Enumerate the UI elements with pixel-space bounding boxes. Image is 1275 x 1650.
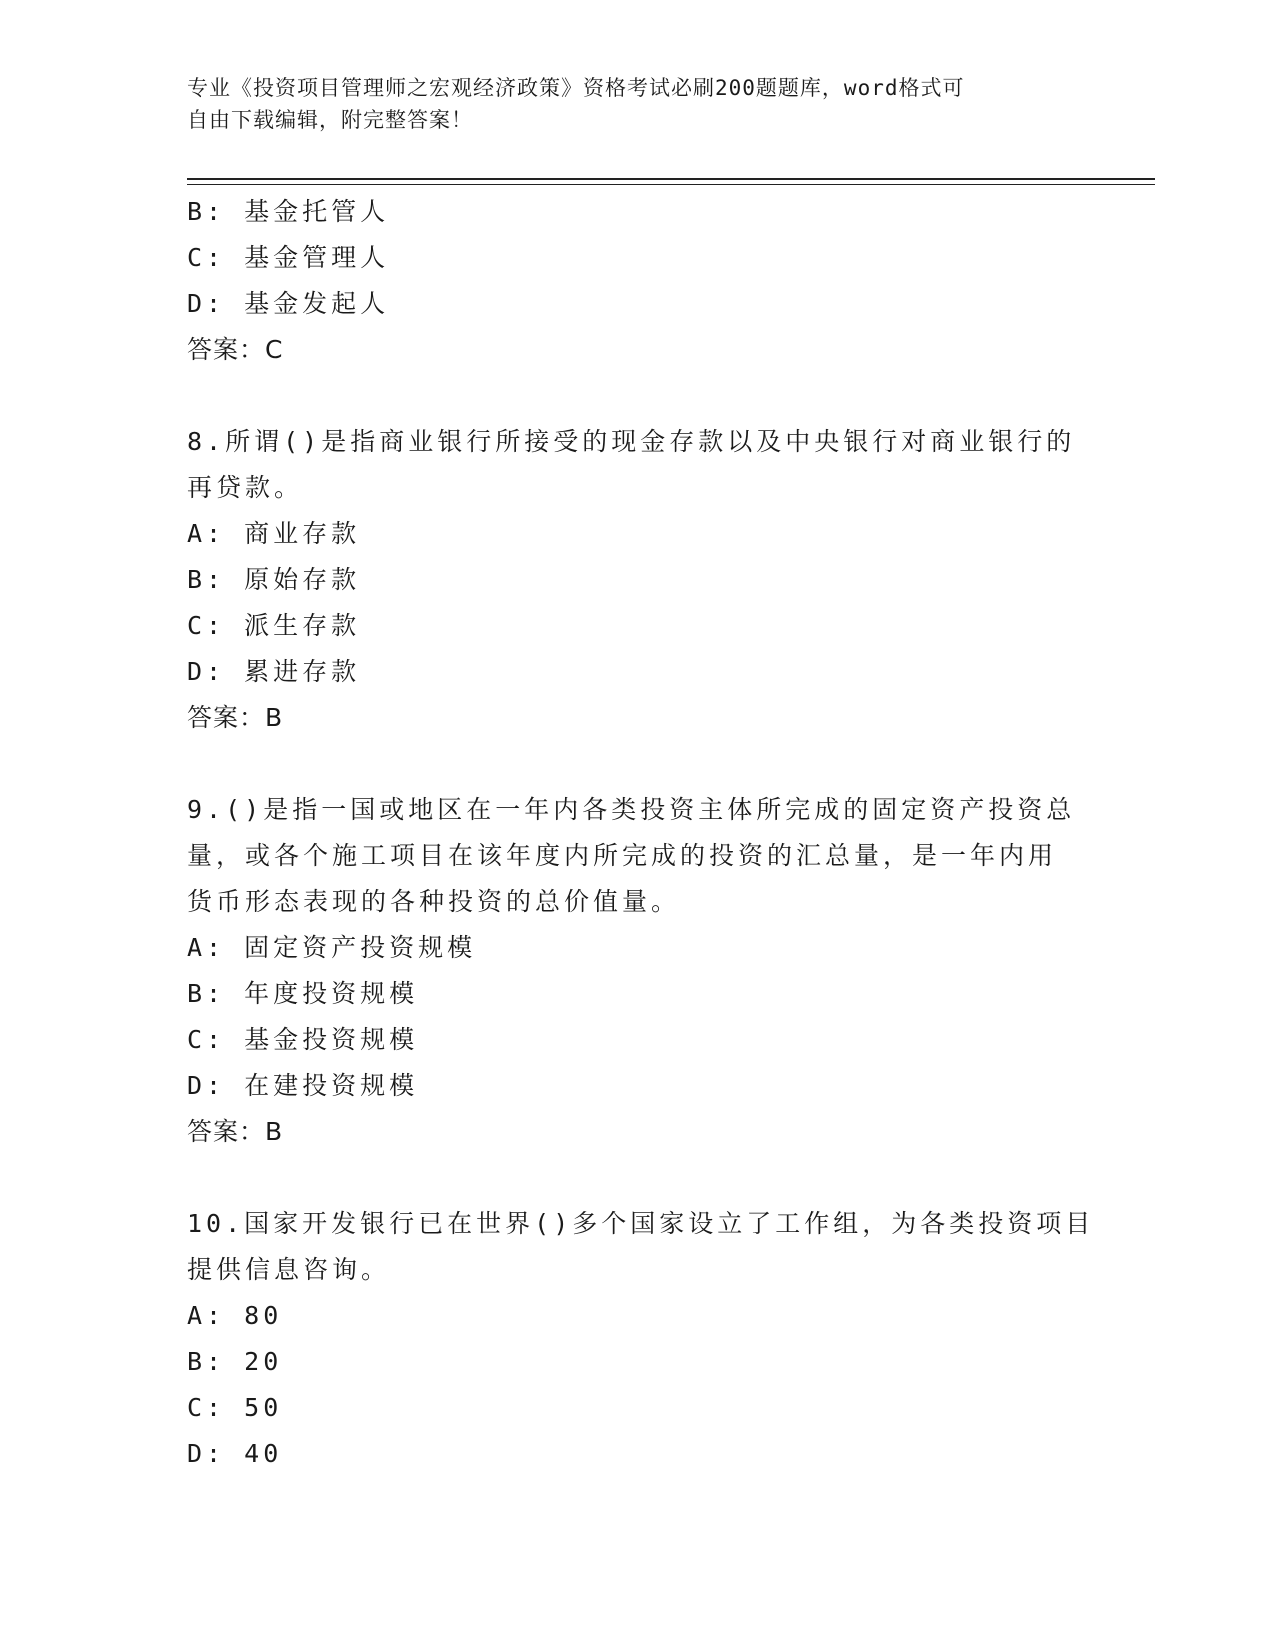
document-header: [187, 72, 1067, 136]
header-divider-thin: [187, 184, 1155, 185]
option-b: B: 年度投资规模: [187, 979, 419, 1008]
option-c: C: 基金投资规模: [187, 1025, 419, 1054]
option-d: D: 40: [187, 1439, 283, 1468]
answer-line: 答案：B: [187, 1117, 284, 1146]
option-c: C: 基金管理人: [187, 243, 390, 272]
header-line-2: 自由下载编辑，附完整答案！: [187, 108, 473, 132]
spacer: [187, 1155, 1087, 1201]
question-list: [187, 189, 1095, 1477]
option-b: B: 基金托管人: [187, 197, 390, 226]
question-text-line: 量，或各个施工项目在该年度内所完成的投资的汇总量，是一年内用: [187, 841, 1058, 870]
option-c: C: 50: [187, 1393, 283, 1422]
option-d: D: 在建投资规模: [187, 1071, 419, 1100]
question-9-block: [187, 787, 1087, 1155]
option-b: B: 20: [187, 1347, 283, 1376]
spacer: [187, 373, 1087, 419]
option-d: D: 基金发起人: [187, 289, 390, 318]
question-text-line: 10.国家开发银行已在世界()多个国家设立了工作组，为各类投资项目: [187, 1209, 1095, 1238]
option-c: C: 派生存款: [187, 611, 361, 640]
question-text-line: 货币形态表现的各种投资的总价值量。: [187, 887, 681, 916]
spacer: [187, 741, 1087, 787]
question-text-line: 8.所谓()是指商业银行所接受的现金存款以及中央银行对商业银行的: [187, 427, 1076, 456]
option-a: A: 80: [187, 1301, 283, 1330]
header-divider-thick: [187, 178, 1155, 180]
question-text-line: 9.()是指一国或地区在一年内各类投资主体所完成的固定资产投资总: [187, 795, 1076, 824]
option-a: A: 固定资产投资规模: [187, 933, 477, 962]
option-a: A: 商业存款: [187, 519, 361, 548]
question-text-line: 再贷款。: [187, 473, 304, 502]
option-b: B: 原始存款: [187, 565, 361, 594]
previous-question-block: [187, 189, 1087, 373]
question-text-line: 提供信息咨询。: [187, 1255, 391, 1284]
header-line-1: 专业《投资项目管理师之宏观经济政策》资格考试必刷200题题库，word格式可: [187, 76, 965, 100]
answer-line: 答案：B: [187, 703, 284, 732]
option-d: D: 累进存款: [187, 657, 361, 686]
question-8-block: [187, 419, 1087, 741]
question-10-block: [187, 1201, 1095, 1477]
answer-line: 答案：C: [187, 335, 284, 364]
